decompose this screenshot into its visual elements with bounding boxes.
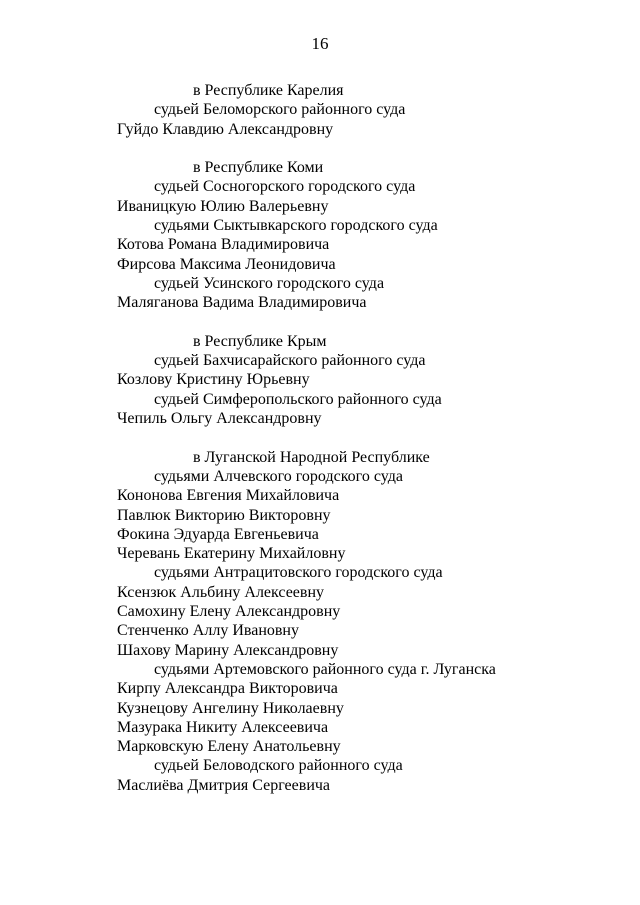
- person-name-line: Мазурака Никиту Алексеевича: [117, 718, 329, 736]
- person-name-line: Чепиль Ольгу Александровну: [117, 410, 322, 428]
- court-appointment-line: судьей Сосногорского городского суда: [154, 178, 416, 196]
- person-name-line: Маляганова Вадима Владимировича: [117, 294, 367, 312]
- court-appointment-line: судьей Бахчисарайского районного суда: [154, 352, 426, 370]
- region-heading: в Республике Крым: [193, 332, 327, 350]
- court-appointment-line: судьями Сыктывкарского городского суда: [154, 217, 438, 235]
- person-name-line: Иваницкую Юлию Валерьевну: [117, 197, 329, 215]
- court-appointment-line: судьей Симферопольского районного суда: [154, 390, 442, 408]
- person-name-line: Кирпу Александра Викторовича: [117, 680, 338, 698]
- person-name-line: Гуйдо Клавдию Александровну: [117, 120, 334, 138]
- person-name-line: Шахову Марину Александровну: [117, 641, 339, 659]
- person-name-line: Фирсова Максима Леонидовича: [117, 255, 336, 273]
- person-name-line: Фокина Эдуарда Евгеньевича: [117, 525, 319, 543]
- person-name-line: Маслиёва Дмитрия Сергеевича: [117, 776, 331, 794]
- region-section: [0, 448, 640, 795]
- court-appointment-line: судьей Беловодского районного суда: [154, 757, 403, 775]
- court-appointment-line: судьей Беломорского районного суда: [154, 101, 406, 119]
- region-heading: в Луганской Народной Республике: [193, 448, 430, 466]
- region-heading: в Республике Коми: [193, 159, 324, 177]
- person-name-line: Кононова Евгения Михайловича: [117, 487, 340, 505]
- person-name-line: Ксензюк Альбину Алексеевну: [117, 583, 325, 601]
- person-name-line: Стенченко Аллу Ивановну: [117, 622, 299, 640]
- person-name-line: Козлову Кристину Юрьевну: [117, 371, 310, 389]
- region-heading: в Республике Карелия: [193, 82, 344, 99]
- person-name-line: Марковскую Елену Анатольевну: [117, 738, 341, 756]
- region-section: [0, 332, 640, 428]
- court-appointment-line: судьями Алчевского городского суда: [154, 467, 403, 485]
- section-spacer: [0, 313, 640, 332]
- document-body: [0, 81, 640, 795]
- person-name-line: Черевань Екатерину Михайловну: [117, 545, 346, 563]
- court-appointment-line: судьями Антрацитовского городского суда: [154, 564, 443, 582]
- region-section: [0, 81, 640, 139]
- region-section: [0, 158, 640, 312]
- court-appointment-line: судьями Артемовского районного суда г. Луганска: [154, 660, 496, 678]
- person-name-line: Самохину Елену Александровну: [117, 603, 341, 621]
- court-appointment-line: судьей Усинского городского суда: [154, 274, 385, 292]
- section-spacer: [0, 139, 640, 158]
- page-number: 16: [311, 34, 329, 53]
- person-name-line: Котова Романа Владимировича: [117, 236, 330, 254]
- person-name-line: Павлюк Викторию Викторовну: [117, 506, 331, 524]
- person-name-line: Кузнецову Ангелину Николаевну: [117, 699, 344, 717]
- section-spacer: [0, 428, 640, 447]
